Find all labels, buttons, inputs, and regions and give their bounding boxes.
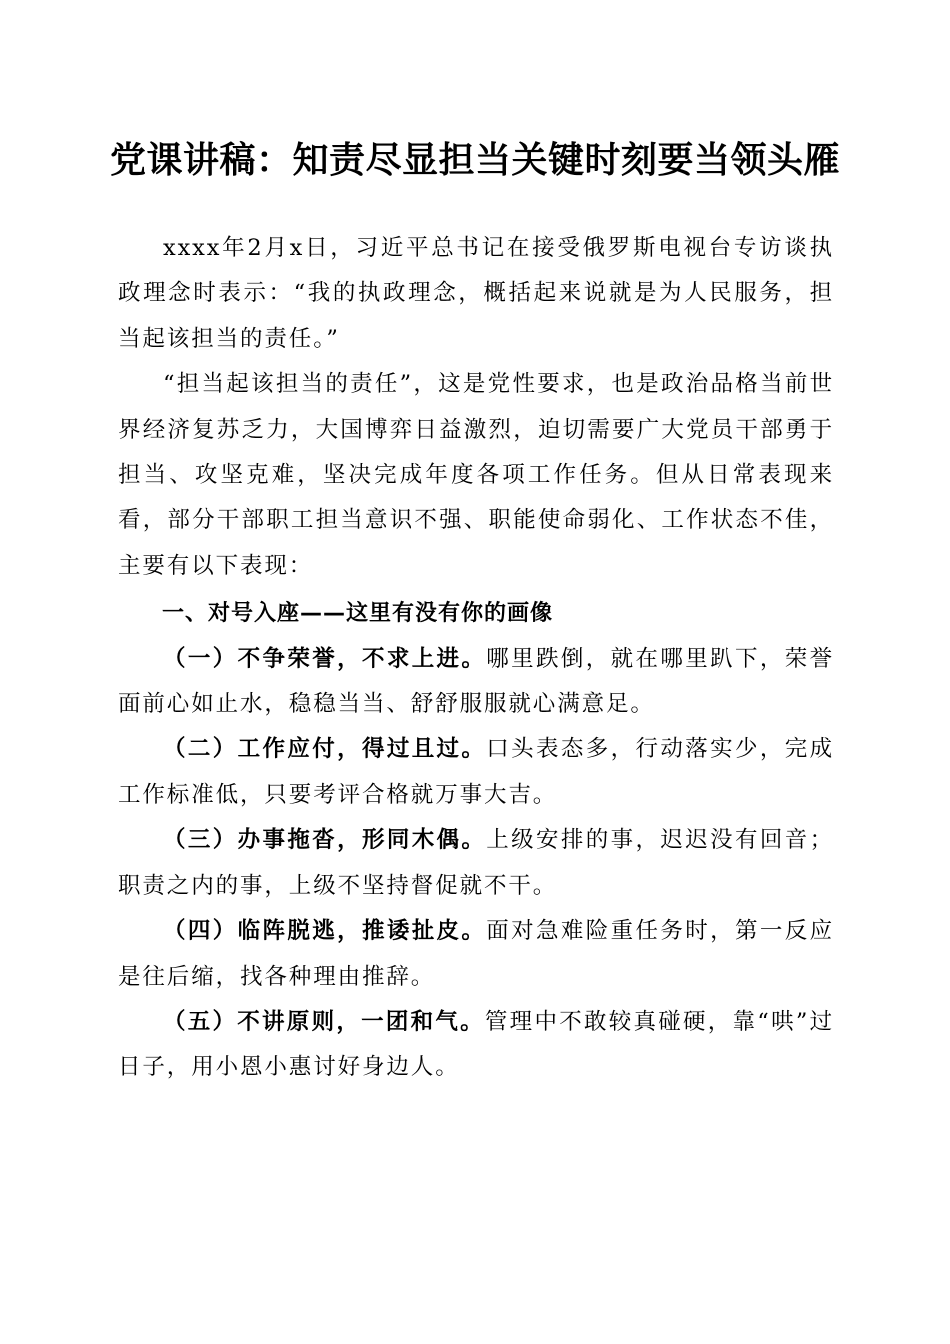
item-label: （二）工作应付，得过且过。 <box>163 736 487 763</box>
item-text: 管理中不敢较真碰硬，靠“哄”过日子，用小恩小惠讨好身边人。 <box>118 1008 834 1081</box>
document-title: 党课讲稿：知责尽显担当关键时刻要当领头雁 <box>109 139 840 181</box>
item-text: 上级安排的事，迟迟没有回音；职责之内的事，上级不坚持督促就不干。 <box>118 827 834 899</box>
list-item <box>118 909 834 1000</box>
item-label: （四）临阵脱逃，推诿扯皮。 <box>163 918 487 945</box>
list-item <box>118 1000 834 1091</box>
document-body <box>118 226 834 1091</box>
item-text: 面对急难险重任务时，第一反应是往后缩，找各种理由推辞。 <box>118 918 834 990</box>
intro-paragraph: xxxx年2月x日，习近平总书记在接受俄罗斯电视台专访谈执政理念时表示：“我的执政理念，概括起来说就是为人民服务，担当起该担当的责任。” <box>118 235 834 352</box>
list-item <box>118 727 834 818</box>
item-text: 哪里跌倒，就在哪里趴下，荣誉面前心如止水，稳稳当当、舒舒服服就心满意足。 <box>118 645 834 718</box>
item-label: （五）不讲原则，一团和气。 <box>163 1008 485 1035</box>
list-item <box>118 637 834 728</box>
item-label: （三）办事拖沓，形同木偶。 <box>163 827 487 854</box>
section-heading: 一、对号入座——这里有没有你的画像 <box>162 601 554 627</box>
list-item <box>118 818 834 909</box>
item-label: （一）不争荣誉，不求上进。 <box>163 645 487 672</box>
intro-paragraph: “担当起该担当的责任”，这是党性要求，也是政治品格当前世界经济复苏乏力，大国博弈日益激烈，迫切需要广大党员干部勇于担当、攻坚克难，坚决完成年度各项工作任务。但从日常表现来看，部分干部职工担当意识不强、职能使命弱化、工作状态不佳，主要有以下表现： <box>118 371 834 579</box>
item-text: 口头表态多，行动落实少，完成工作标准低，只要考评合格就万事大吉。 <box>118 736 834 808</box>
